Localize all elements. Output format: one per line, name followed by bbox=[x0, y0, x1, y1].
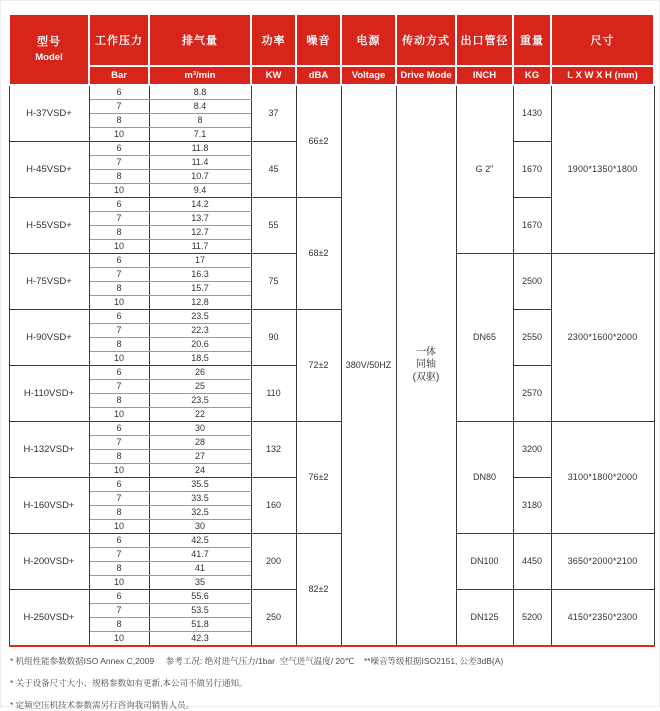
header-model-en: Model bbox=[35, 51, 63, 63]
flow-value: 17 bbox=[149, 254, 251, 268]
header-dimensions: 尺寸 bbox=[551, 14, 654, 66]
header-power: 功率 bbox=[251, 14, 296, 66]
table-body bbox=[9, 85, 654, 646]
pressure-value: 8 bbox=[89, 114, 149, 128]
noise-value: 82±2 bbox=[296, 534, 341, 647]
unit-power: KW bbox=[251, 66, 296, 85]
model-name: H-45VSD+ bbox=[9, 142, 89, 198]
header-drive: 传动方式 bbox=[396, 14, 456, 66]
flow-value: 9.4 bbox=[149, 184, 251, 198]
power-value: 55 bbox=[251, 198, 296, 254]
weight-value: 3180 bbox=[513, 478, 551, 534]
weight-value: 1670 bbox=[513, 198, 551, 254]
spec-row bbox=[9, 85, 654, 100]
unit-flow: m³/min bbox=[149, 66, 251, 85]
outlet-size-value: DN125 bbox=[456, 590, 513, 647]
pressure-value: 6 bbox=[89, 85, 149, 100]
weight-value: 2570 bbox=[513, 366, 551, 422]
pressure-value: 7 bbox=[89, 324, 149, 338]
noise-value: 68±2 bbox=[296, 198, 341, 310]
pressure-value: 10 bbox=[89, 576, 149, 590]
pressure-value: 10 bbox=[89, 408, 149, 422]
flow-value: 33.5 bbox=[149, 492, 251, 506]
pressure-value: 7 bbox=[89, 548, 149, 562]
header-outlet: 出口管径 bbox=[456, 14, 513, 66]
flow-value: 30 bbox=[149, 422, 251, 436]
spec-row bbox=[9, 422, 654, 436]
flow-value: 23.5 bbox=[149, 394, 251, 408]
power-value: 250 bbox=[251, 590, 296, 647]
header-pressure: 工作压力 bbox=[89, 14, 149, 66]
outlet-size-value: DN65 bbox=[456, 254, 513, 422]
pressure-value: 8 bbox=[89, 506, 149, 520]
power-value: 37 bbox=[251, 85, 296, 142]
header-voltage: 电源 bbox=[341, 14, 396, 66]
unit-noise: dBA bbox=[296, 66, 341, 85]
flow-value: 11.4 bbox=[149, 156, 251, 170]
flow-value: 18.5 bbox=[149, 352, 251, 366]
flow-value: 12.7 bbox=[149, 226, 251, 240]
header-flow: 排气量 bbox=[149, 14, 251, 66]
drive-mode-line: (双驱) bbox=[412, 371, 440, 383]
pressure-value: 10 bbox=[89, 296, 149, 310]
unit-drive: Drive Mode bbox=[396, 66, 456, 85]
pressure-value: 7 bbox=[89, 492, 149, 506]
dimensions-value: 2300*1600*2000 bbox=[551, 254, 654, 422]
flow-value: 23.5 bbox=[149, 310, 251, 324]
power-value: 90 bbox=[251, 310, 296, 366]
header-noise: 噪音 bbox=[296, 14, 341, 66]
flow-value: 35 bbox=[149, 576, 251, 590]
flow-value: 13.7 bbox=[149, 212, 251, 226]
drive-mode-line: 一体 bbox=[416, 346, 436, 358]
voltage-value: 380V/50HZ bbox=[341, 85, 396, 646]
model-name: H-132VSD+ bbox=[9, 422, 89, 478]
flow-value: 53.5 bbox=[149, 604, 251, 618]
flow-value: 16.3 bbox=[149, 268, 251, 282]
power-value: 110 bbox=[251, 366, 296, 422]
flow-value: 27 bbox=[149, 450, 251, 464]
pressure-value: 8 bbox=[89, 282, 149, 296]
pressure-value: 7 bbox=[89, 268, 149, 282]
flow-value: 51.8 bbox=[149, 618, 251, 632]
model-name: H-160VSD+ bbox=[9, 478, 89, 534]
flow-value: 42.3 bbox=[149, 632, 251, 647]
flow-value: 11.7 bbox=[149, 240, 251, 254]
model-name: H-90VSD+ bbox=[9, 310, 89, 366]
flow-value: 8.8 bbox=[149, 85, 251, 100]
pressure-value: 10 bbox=[89, 184, 149, 198]
power-value: 200 bbox=[251, 534, 296, 590]
flow-value: 22.3 bbox=[149, 324, 251, 338]
unit-weight: KG bbox=[513, 66, 551, 85]
pressure-value: 8 bbox=[89, 226, 149, 240]
flow-value: 8.4 bbox=[149, 100, 251, 114]
model-name: H-37VSD+ bbox=[9, 85, 89, 142]
flow-value: 28 bbox=[149, 436, 251, 450]
model-name: H-250VSD+ bbox=[9, 590, 89, 647]
spec-row bbox=[9, 534, 654, 548]
flow-value: 8 bbox=[149, 114, 251, 128]
flow-value: 42.5 bbox=[149, 534, 251, 548]
flow-value: 24 bbox=[149, 464, 251, 478]
pressure-value: 8 bbox=[89, 394, 149, 408]
dimensions-value: 4150*2350*2300 bbox=[551, 590, 654, 647]
footnote-performance: * 机组性能参数数据ISO Annex C,2009 参考工况: 绝对进气压力/1bar 空气进气温度/ 20℃ **噪音等级根据ISO2151, 公差3dB(A) bbox=[10, 656, 504, 666]
pressure-value: 8 bbox=[89, 338, 149, 352]
outlet-size-value: G 2" bbox=[456, 85, 513, 254]
outlet-size-value: DN100 bbox=[456, 534, 513, 590]
unit-pressure: Bar bbox=[89, 66, 149, 85]
flow-value: 32.5 bbox=[149, 506, 251, 520]
pressure-value: 8 bbox=[89, 450, 149, 464]
header-weight: 重量 bbox=[513, 14, 551, 66]
model-name: H-55VSD+ bbox=[9, 198, 89, 254]
drive-mode-value bbox=[396, 85, 456, 646]
pressure-value: 10 bbox=[89, 464, 149, 478]
dimensions-value: 3100*1800*2000 bbox=[551, 422, 654, 534]
flow-value: 25 bbox=[149, 380, 251, 394]
pressure-value: 6 bbox=[89, 478, 149, 492]
pressure-value: 7 bbox=[89, 212, 149, 226]
weight-value: 1670 bbox=[513, 142, 551, 198]
pressure-value: 6 bbox=[89, 534, 149, 548]
weight-value: 4450 bbox=[513, 534, 551, 590]
weight-value: 1430 bbox=[513, 85, 551, 142]
unit-voltage: Voltage bbox=[341, 66, 396, 85]
pressure-value: 8 bbox=[89, 170, 149, 184]
pressure-value: 6 bbox=[89, 142, 149, 156]
weight-value: 2550 bbox=[513, 310, 551, 366]
flow-value: 12.8 bbox=[149, 296, 251, 310]
pressure-value: 6 bbox=[89, 254, 149, 268]
pressure-value: 8 bbox=[89, 562, 149, 576]
unit-dimensions: L X W X H (mm) bbox=[551, 66, 654, 85]
noise-value: 72±2 bbox=[296, 310, 341, 422]
flow-value: 10.7 bbox=[149, 170, 251, 184]
pressure-value: 6 bbox=[89, 198, 149, 212]
noise-value: 66±2 bbox=[296, 85, 341, 198]
flow-value: 7.1 bbox=[149, 128, 251, 142]
model-name: H-200VSD+ bbox=[9, 534, 89, 590]
power-value: 160 bbox=[251, 478, 296, 534]
flow-value: 22 bbox=[149, 408, 251, 422]
pressure-value: 7 bbox=[89, 604, 149, 618]
pressure-value: 10 bbox=[89, 352, 149, 366]
pressure-value: 8 bbox=[89, 618, 149, 632]
outlet-size-value: DN80 bbox=[456, 422, 513, 534]
flow-value: 26 bbox=[149, 366, 251, 380]
model-name: H-110VSD+ bbox=[9, 366, 89, 422]
weight-value: 2500 bbox=[513, 254, 551, 310]
drive-mode-line: 同轴 bbox=[416, 359, 436, 371]
footnote-update-policy: * 关于设备尺寸大小、规格参数如有更新,本公司不做另行通知。 bbox=[10, 678, 248, 688]
table-header bbox=[9, 14, 654, 85]
flow-value: 55.6 bbox=[149, 590, 251, 604]
pressure-value: 7 bbox=[89, 100, 149, 114]
pressure-value: 6 bbox=[89, 590, 149, 604]
pressure-value: 7 bbox=[89, 380, 149, 394]
weight-value: 3200 bbox=[513, 422, 551, 478]
weight-value: 5200 bbox=[513, 590, 551, 647]
flow-value: 35.5 bbox=[149, 478, 251, 492]
flow-value: 41.7 bbox=[149, 548, 251, 562]
unit-outlet: INCH bbox=[456, 66, 513, 85]
pressure-value: 10 bbox=[89, 240, 149, 254]
pressure-value: 10 bbox=[89, 632, 149, 647]
flow-value: 11.8 bbox=[149, 142, 251, 156]
flow-value: 20.6 bbox=[149, 338, 251, 352]
flow-value: 15.7 bbox=[149, 282, 251, 296]
pressure-value: 7 bbox=[89, 436, 149, 450]
pressure-value: 10 bbox=[89, 520, 149, 534]
pressure-value: 7 bbox=[89, 156, 149, 170]
footnote-fixed-speed: * 定频空压机技术参数需另行咨询我司销售人员。 bbox=[10, 700, 195, 710]
power-value: 75 bbox=[251, 254, 296, 310]
compressor-spec-table bbox=[8, 13, 655, 647]
flow-value: 30 bbox=[149, 520, 251, 534]
flow-value: 41 bbox=[149, 562, 251, 576]
pressure-value: 6 bbox=[89, 422, 149, 436]
power-value: 132 bbox=[251, 422, 296, 478]
header-model bbox=[9, 14, 89, 85]
pressure-value: 6 bbox=[89, 310, 149, 324]
noise-value: 76±2 bbox=[296, 422, 341, 534]
model-name: H-75VSD+ bbox=[9, 254, 89, 310]
pressure-value: 6 bbox=[89, 366, 149, 380]
header-model-zh: 型号 bbox=[37, 36, 61, 49]
dimensions-value: 1900*1350*1800 bbox=[551, 85, 654, 254]
flow-value: 14.2 bbox=[149, 198, 251, 212]
footnotes bbox=[8, 655, 652, 711]
power-value: 45 bbox=[251, 142, 296, 198]
dimensions-value: 3650*2000*2100 bbox=[551, 534, 654, 590]
pressure-value: 10 bbox=[89, 128, 149, 142]
